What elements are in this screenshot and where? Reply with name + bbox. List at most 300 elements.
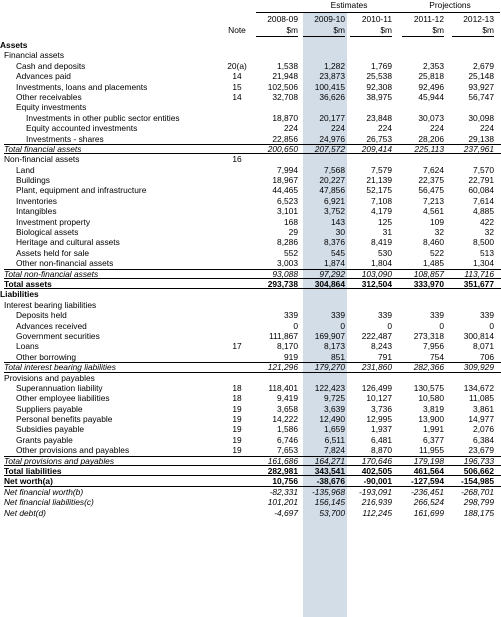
- table-row: [0, 362, 501, 372]
- row-label: Heritage and cultural assets: [16, 237, 120, 248]
- row-value-0: 22,856: [272, 133, 298, 144]
- row-label: Total liabilities: [4, 466, 62, 477]
- row-value-4: 300,814: [463, 330, 494, 341]
- row-value-1: 30: [335, 227, 345, 238]
- table-row: [0, 445, 501, 455]
- row-value-1: 97,292: [319, 268, 345, 279]
- table-row: [0, 185, 501, 195]
- row-value-2: 112,245: [362, 507, 392, 518]
- row-value-4: 513: [480, 247, 494, 258]
- row-value-1: 545: [331, 247, 345, 258]
- row-value-1: 1,659: [324, 424, 345, 435]
- row-note: 17: [232, 341, 242, 352]
- unit-underline-1: [303, 36, 345, 37]
- row-value-2: 312,504: [361, 278, 392, 289]
- row-value-4: 14,977: [468, 414, 494, 425]
- row-value-4: 25,148: [468, 71, 494, 82]
- row-label: Subsidies payable: [16, 424, 84, 435]
- row-value-0: 21,948: [272, 71, 298, 82]
- row-value-3: 4,561: [423, 206, 444, 217]
- row-value-0: 224: [284, 123, 298, 134]
- table-row: [0, 123, 501, 133]
- table-row: [0, 113, 501, 123]
- row-label: Total interest bearing liabilities: [4, 362, 116, 373]
- row-value-2: 21,139: [366, 175, 392, 186]
- row-value-4: 30,098: [468, 112, 494, 123]
- row-value-4: 93,927: [468, 81, 494, 92]
- row-value-3: 30,073: [418, 112, 444, 123]
- unit-header-0: $m: [286, 25, 298, 35]
- table-row: [0, 71, 501, 81]
- row-value-0: 1,586: [277, 424, 298, 435]
- row-value-0: 0: [293, 320, 298, 331]
- row-note: 19: [232, 424, 242, 435]
- row-value-3: 3,819: [423, 403, 444, 414]
- row-value-2: 1,937: [371, 424, 392, 435]
- row-value-4: 339: [480, 310, 494, 321]
- unit-underline-3: [402, 36, 444, 37]
- row-value-4: 422: [480, 216, 494, 227]
- row-value-2: 10,127: [366, 393, 392, 404]
- row-value-1: 6,511: [324, 434, 345, 445]
- row-value-4: 29,138: [468, 133, 494, 144]
- row-value-4: 351,677: [463, 278, 494, 289]
- row-value-0: 8,286: [277, 237, 298, 248]
- row-value-2: 92,308: [366, 81, 392, 92]
- table-row: [0, 40, 501, 50]
- row-value-2: 23,848: [366, 112, 392, 123]
- table-row: [0, 258, 501, 268]
- row-value-0: 3,003: [277, 258, 298, 269]
- row-value-3: 32: [434, 227, 444, 238]
- table-row: [0, 310, 501, 320]
- table-row: [0, 92, 501, 102]
- row-value-0: 919: [284, 351, 298, 362]
- row-value-2: -193,091: [358, 486, 392, 497]
- row-value-3: 2,353: [423, 60, 444, 71]
- row-value-3: 10,580: [418, 393, 444, 404]
- row-value-3: 92,496: [418, 81, 444, 92]
- row-value-4: 237,961: [463, 143, 494, 154]
- row-value-0: 101,201: [267, 497, 298, 508]
- row-value-4: 8,500: [473, 237, 494, 248]
- table-row: [0, 237, 501, 247]
- table-row: [0, 497, 501, 507]
- row-value-1: 224: [331, 123, 345, 134]
- row-value-2: 7,579: [371, 164, 392, 175]
- row-value-0: 9,419: [277, 393, 298, 404]
- row-value-2: 339: [378, 310, 392, 321]
- row-value-3: 108,857: [413, 268, 444, 279]
- table-row: [0, 102, 501, 112]
- table-row: [0, 383, 501, 393]
- row-value-3: 7,213: [423, 195, 444, 206]
- row-value-1: 8,173: [324, 341, 345, 352]
- unit-header-4: $m: [482, 25, 494, 35]
- row-value-3: 130,575: [413, 382, 444, 393]
- table-row: [0, 196, 501, 206]
- row-label: Investments, loans and placements: [16, 81, 148, 92]
- row-value-1: 164,271: [314, 455, 345, 466]
- row-label: Other receivables: [16, 91, 82, 102]
- row-value-2: 216,939: [361, 497, 392, 508]
- row-value-4: 0: [489, 320, 494, 331]
- row-label: Total financial assets: [4, 143, 82, 154]
- row-label: Investments in other public sector entities: [26, 112, 180, 123]
- row-value-1: 47,856: [319, 185, 345, 196]
- row-value-0: 44,465: [272, 185, 298, 196]
- row-label: Advances received: [16, 320, 87, 331]
- row-value-0: 7,994: [277, 164, 298, 175]
- unit-underline-2: [350, 36, 392, 37]
- row-value-2: 125: [378, 216, 392, 227]
- row-value-2: 25,538: [366, 71, 392, 82]
- row-value-0: 293,738: [267, 278, 298, 289]
- row-value-2: 8,243: [371, 341, 392, 352]
- row-value-3: 8,460: [423, 237, 444, 248]
- row-value-1: 143: [331, 216, 345, 227]
- row-value-2: 7,108: [371, 195, 392, 206]
- table-row: [0, 414, 501, 424]
- row-value-4: 1,304: [473, 258, 494, 269]
- row-value-3: 13,900: [418, 414, 444, 425]
- row-value-0: 552: [284, 247, 298, 258]
- row-value-1: 343,541: [314, 466, 345, 477]
- row-label: Equity accounted investments: [26, 123, 138, 134]
- row-label: Deposits held: [16, 310, 67, 321]
- row-value-0: 6,746: [277, 434, 298, 445]
- table-row: [0, 300, 501, 310]
- row-label: Investments - shares: [26, 133, 104, 144]
- row-value-3: 56,475: [418, 185, 444, 196]
- row-value-0: 3,101: [277, 206, 298, 217]
- unit-header-1: $m: [333, 25, 345, 35]
- table-row: [0, 175, 501, 185]
- row-value-4: 134,672: [463, 382, 494, 393]
- row-value-4: 2,679: [473, 60, 494, 71]
- row-value-2: 231,860: [361, 362, 392, 373]
- table-row: [0, 487, 501, 497]
- row-value-2: 1,804: [371, 258, 392, 269]
- table-row: [0, 289, 501, 299]
- table-row: [0, 61, 501, 71]
- row-value-1: 3,639: [324, 403, 345, 414]
- row-value-3: 0: [439, 320, 444, 331]
- row-label: Inventories: [16, 195, 57, 206]
- row-label: Personal benefits payable: [16, 414, 113, 425]
- row-value-3: -127,594: [410, 476, 444, 487]
- row-label: Interest bearing liabilities: [4, 299, 97, 310]
- table-row: [0, 217, 501, 227]
- row-value-2: 8,870: [371, 445, 392, 456]
- row-note: 18: [232, 382, 242, 393]
- row-label: Plant, equipment and infrastructure: [16, 185, 147, 196]
- row-value-3: 266,524: [413, 497, 444, 508]
- table-row: [0, 393, 501, 403]
- row-value-2: 38,975: [366, 91, 392, 102]
- row-value-4: 60,084: [468, 185, 494, 196]
- unit-header-2: $m: [380, 25, 392, 35]
- row-label: Net financial worth(b): [4, 486, 84, 497]
- row-value-1: 20,177: [319, 112, 345, 123]
- row-note: 19: [232, 434, 242, 445]
- row-value-3: 6,377: [423, 434, 444, 445]
- row-value-0: 168: [284, 216, 298, 227]
- row-label: Other borrowing: [16, 351, 77, 362]
- row-label: Provisions and payables: [4, 372, 95, 383]
- row-value-0: 32,708: [272, 91, 298, 102]
- row-value-1: 3,752: [324, 206, 345, 217]
- row-value-1: -135,968: [311, 486, 345, 497]
- row-value-3: 161,699: [413, 507, 444, 518]
- row-value-2: 6,481: [371, 434, 392, 445]
- row-note: 19: [232, 445, 242, 456]
- table-row: [0, 134, 501, 144]
- row-label: Other provisions and payables: [16, 445, 130, 456]
- row-value-1: 169,907: [314, 330, 345, 341]
- row-value-0: 118,401: [268, 382, 298, 393]
- row-value-0: 18,870: [272, 112, 298, 123]
- row-value-4: 22,791: [468, 175, 494, 186]
- row-note: 14: [232, 91, 242, 102]
- row-value-4: 23,679: [468, 445, 494, 456]
- row-value-1: 851: [331, 351, 345, 362]
- row-value-0: 282,981: [267, 466, 298, 477]
- row-label: Grants payable: [16, 434, 73, 445]
- row-value-2: 1,769: [371, 60, 392, 71]
- row-value-0: 102,506: [267, 81, 298, 92]
- row-value-0: 7,653: [277, 445, 298, 456]
- row-label: Net worth(a): [4, 476, 53, 487]
- row-value-0: -82,331: [269, 486, 298, 497]
- row-value-1: 156,145: [314, 497, 345, 508]
- row-value-1: 100,415: [314, 81, 345, 92]
- table-row: [0, 144, 501, 154]
- table-row: [0, 466, 501, 476]
- row-value-2: 224: [378, 123, 392, 134]
- row-note: 18: [232, 393, 242, 404]
- table-row: [0, 269, 501, 279]
- row-value-4: 32: [484, 227, 494, 238]
- row-value-4: 506,662: [463, 466, 494, 477]
- table-row: [0, 82, 501, 92]
- row-value-3: 22,375: [418, 175, 444, 186]
- row-note: 15: [232, 81, 242, 92]
- row-value-4: 2,076: [473, 424, 494, 435]
- row-note: 19: [232, 403, 242, 414]
- projections-group-label: Projections: [429, 0, 471, 10]
- table-row: [0, 404, 501, 414]
- row-value-4: 7,570: [473, 164, 494, 175]
- row-label: Biological assets: [16, 227, 79, 238]
- row-value-0: 1,538: [277, 60, 298, 71]
- row-value-2: 209,414: [361, 143, 392, 154]
- year-header-2: 2010-11: [361, 14, 392, 24]
- row-label: Financial assets: [4, 50, 65, 61]
- row-label: Other non-financial assets: [16, 258, 114, 269]
- row-value-4: 7,614: [473, 195, 494, 206]
- table-row: [0, 373, 501, 383]
- row-label: Investment property: [16, 216, 91, 227]
- table-row: [0, 50, 501, 60]
- row-value-2: 52,175: [366, 185, 392, 196]
- row-value-1: 7,824: [324, 445, 345, 456]
- estimates-group-label: Estimates: [330, 0, 368, 10]
- row-value-3: 333,970: [413, 278, 444, 289]
- row-label: Government securities: [16, 330, 100, 341]
- projections-underline: [402, 12, 500, 13]
- row-value-0: 29: [288, 227, 298, 238]
- row-value-2: 402,505: [361, 466, 392, 477]
- row-value-2: -90,001: [363, 476, 392, 487]
- year-header-1: 2009-10: [314, 14, 345, 24]
- table-row: [0, 456, 501, 466]
- year-header-4: 2012-13: [463, 14, 494, 24]
- row-value-2: 4,179: [371, 206, 392, 217]
- row-value-3: 179,198: [413, 455, 444, 466]
- row-value-2: 222,487: [361, 330, 392, 341]
- row-value-3: 1,991: [423, 424, 444, 435]
- row-value-4: 8,071: [473, 341, 494, 352]
- row-label: Superannuation liability: [16, 382, 103, 393]
- table-row: [0, 476, 501, 486]
- table-row: [0, 279, 501, 289]
- row-value-3: -236,451: [410, 486, 444, 497]
- row-value-3: 7,624: [423, 164, 444, 175]
- row-value-2: 8,419: [371, 237, 392, 248]
- row-value-4: -268,701: [460, 486, 494, 497]
- row-label: Advances paid: [16, 71, 71, 82]
- row-value-4: 4,885: [473, 206, 494, 217]
- table-row: [0, 424, 501, 434]
- row-value-1: 304,864: [314, 278, 345, 289]
- table-row: [0, 154, 501, 164]
- row-value-0: 161,686: [267, 455, 298, 466]
- row-label: Total assets: [4, 278, 52, 289]
- row-note: 14: [232, 71, 242, 82]
- row-value-1: 20,227: [319, 175, 345, 186]
- row-value-1: 1,282: [324, 60, 345, 71]
- row-value-4: 6,384: [473, 434, 494, 445]
- row-value-0: 200,650: [267, 143, 298, 154]
- row-value-4: 3,861: [473, 403, 494, 414]
- row-value-1: 122,423: [314, 382, 345, 393]
- row-value-3: 28,206: [418, 133, 444, 144]
- table-body: [0, 40, 501, 518]
- row-value-0: 10,756: [272, 476, 298, 487]
- row-note: 19: [232, 414, 242, 425]
- row-value-1: 179,270: [314, 362, 345, 373]
- row-value-2: 530: [378, 247, 392, 258]
- row-value-3: 7,956: [423, 341, 444, 352]
- row-value-2: 126,499: [361, 382, 392, 393]
- table-row: [0, 227, 501, 237]
- row-value-1: 339: [331, 310, 345, 321]
- row-value-4: 196,733: [463, 455, 494, 466]
- row-value-2: 3,736: [371, 403, 392, 414]
- row-value-0: 14,222: [272, 414, 298, 425]
- row-value-4: 298,799: [463, 497, 494, 508]
- table-row: [0, 206, 501, 216]
- row-value-2: 31: [382, 227, 392, 238]
- row-value-3: 25,818: [418, 71, 444, 82]
- row-value-1: 24,976: [319, 133, 345, 144]
- row-value-2: 26,753: [366, 133, 392, 144]
- row-label: Liabilities: [0, 289, 39, 300]
- row-value-4: 11,085: [469, 393, 494, 404]
- row-value-3: 461,564: [413, 466, 444, 477]
- table-row: [0, 248, 501, 258]
- row-value-3: 282,366: [413, 362, 444, 373]
- row-value-1: 207,572: [314, 143, 345, 154]
- row-value-1: 12,490: [319, 414, 345, 425]
- row-label: Other employee liabilities: [16, 393, 110, 404]
- row-value-1: 9,725: [324, 393, 345, 404]
- row-value-1: 23,873: [319, 71, 345, 82]
- table-row: [0, 435, 501, 445]
- row-value-2: 170,646: [361, 455, 392, 466]
- table-row: [0, 331, 501, 341]
- row-label: Total provisions and payables: [4, 455, 115, 466]
- row-value-1: 0: [340, 320, 345, 331]
- row-value-1: 8,376: [324, 237, 345, 248]
- row-value-0: 3,658: [277, 403, 298, 414]
- row-label: Assets: [0, 40, 28, 50]
- row-value-4: 56,747: [468, 91, 494, 102]
- table-row: [0, 508, 501, 518]
- row-value-2: 791: [378, 351, 392, 362]
- row-value-3: 273,318: [413, 330, 444, 341]
- row-value-1: 6,921: [324, 195, 345, 206]
- row-value-0: -4,697: [274, 507, 298, 518]
- row-value-0: 18,967: [272, 175, 298, 186]
- table-row: [0, 321, 501, 331]
- row-label: Equity investments: [16, 102, 87, 113]
- row-value-4: 113,716: [464, 268, 494, 279]
- row-label: Net financial liabilities(c): [4, 497, 94, 508]
- row-label: Buildings: [16, 175, 50, 186]
- row-value-3: 109: [430, 216, 444, 227]
- row-value-3: 522: [430, 247, 444, 258]
- row-value-2: 103,090: [361, 268, 392, 279]
- table-row: [0, 341, 501, 351]
- row-value-0: 111,867: [268, 330, 298, 341]
- row-label: Cash and deposits: [16, 60, 86, 71]
- row-value-0: 6,523: [277, 195, 298, 206]
- row-value-3: 225,113: [414, 143, 444, 154]
- row-note: 20(a): [227, 60, 247, 71]
- table-row: [0, 165, 501, 175]
- row-value-3: 339: [430, 310, 444, 321]
- row-value-4: 224: [480, 123, 494, 134]
- table-row: [0, 352, 501, 362]
- row-label: Total non-financial assets: [4, 268, 99, 279]
- row-label: Land: [16, 164, 35, 175]
- row-label: Assets held for sale: [16, 247, 90, 258]
- row-value-3: 224: [430, 123, 444, 134]
- unit-underline-4: [452, 36, 494, 37]
- row-value-4: 188,175: [463, 507, 494, 518]
- row-value-0: 8,170: [277, 341, 298, 352]
- row-value-2: 12,995: [366, 414, 392, 425]
- row-value-1: 53,700: [319, 507, 345, 518]
- row-value-3: 45,944: [418, 91, 444, 102]
- row-value-4: 706: [480, 351, 494, 362]
- row-label: Suppliers payable: [16, 403, 83, 414]
- row-value-0: 121,296: [267, 362, 298, 373]
- row-label: Non-financial assets: [4, 154, 80, 165]
- row-value-1: 36,626: [319, 91, 345, 102]
